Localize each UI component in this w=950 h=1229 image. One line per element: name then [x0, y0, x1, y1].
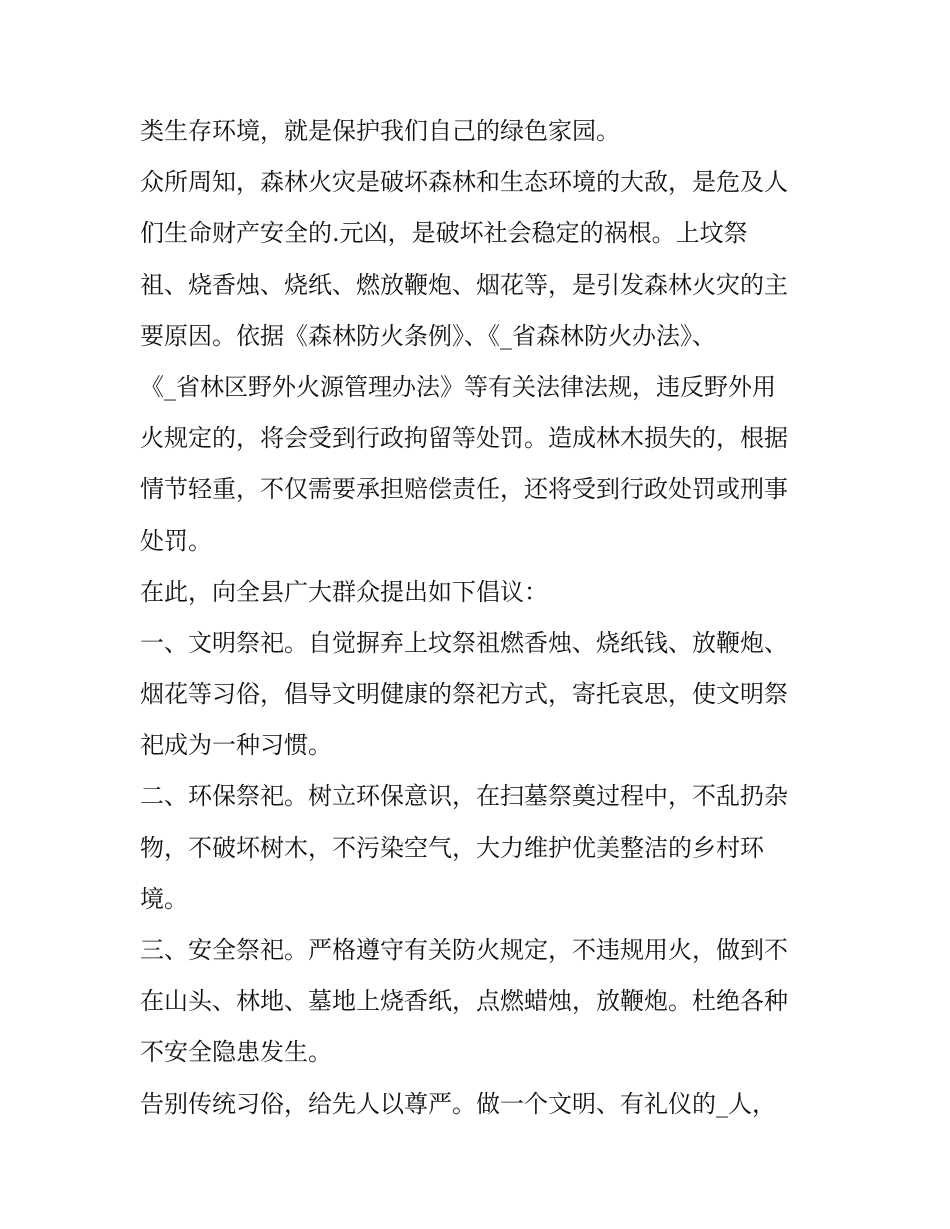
text-line: 火规定的，将会受到行政拘留等处罚。造成林木损失的，根据 — [140, 424, 788, 453]
text-line: 物，不破坏树木，不污染空气，大力维护优美整洁的乡村环 — [140, 833, 764, 862]
text-line: 三、安全祭祀。严格遵守有关防火规定，不违规用火，做到不 — [140, 936, 788, 964]
text-line: 烟花等习俗，倡导文明健康的祭祀方式，寄托哀思，使文明祭 — [140, 680, 788, 709]
text-line: 们生命财产安全的.元凶，是破坏社会稳定的祸根。上坟祭 — [140, 219, 748, 248]
document-body — [140, 106, 820, 1130]
text-line: 祖、烧香烛、烧纸、燃放鞭炮、烟花等，是引发森林火灾的主 — [140, 270, 788, 299]
text-line: 告别传统习俗，给先人以尊严。做一个文明、有礼仪的_人， — [140, 1089, 776, 1118]
text-line: 《_省林区野外火源管理办法》等有关法律法规，违反野外用 — [140, 372, 776, 401]
text-line: 类生存环境，就是保护我们自己的绿色家园。 — [140, 117, 620, 145]
text-line: 众所周知，森林火灾是破坏森林和生态环境的大敌，是危及人 — [140, 168, 788, 197]
text-line: 在山头、林地、墓地上烧香纸，点燃蜡烛，放鞭炮。杜绝各种 — [140, 987, 788, 1016]
text-line: 要原因。依据《森林防火条例》、《_省森林防火办法》、 — [140, 321, 716, 350]
text-line: 情节轻重，不仅需要承担赔偿责任，还将受到行政处罚或刑事 — [140, 475, 788, 504]
text-line: 二、环保祭祀。树立环保意识，在扫墓祭奠过程中，不乱扔杂 — [140, 782, 788, 811]
text-line: 境。 — [140, 884, 188, 913]
text-line: 在此，向全县广大群众提出如下倡议： — [140, 577, 548, 606]
text-line: 一、文明祭祀。自觉摒弃上坟祭祖燃香烛、烧纸钱、放鞭炮、 — [140, 628, 788, 657]
text-line: 不安全隐患发生。 — [140, 1038, 332, 1067]
text-line: 祀成为一种习惯。 — [140, 731, 332, 760]
text-line: 处罚。 — [140, 526, 212, 555]
